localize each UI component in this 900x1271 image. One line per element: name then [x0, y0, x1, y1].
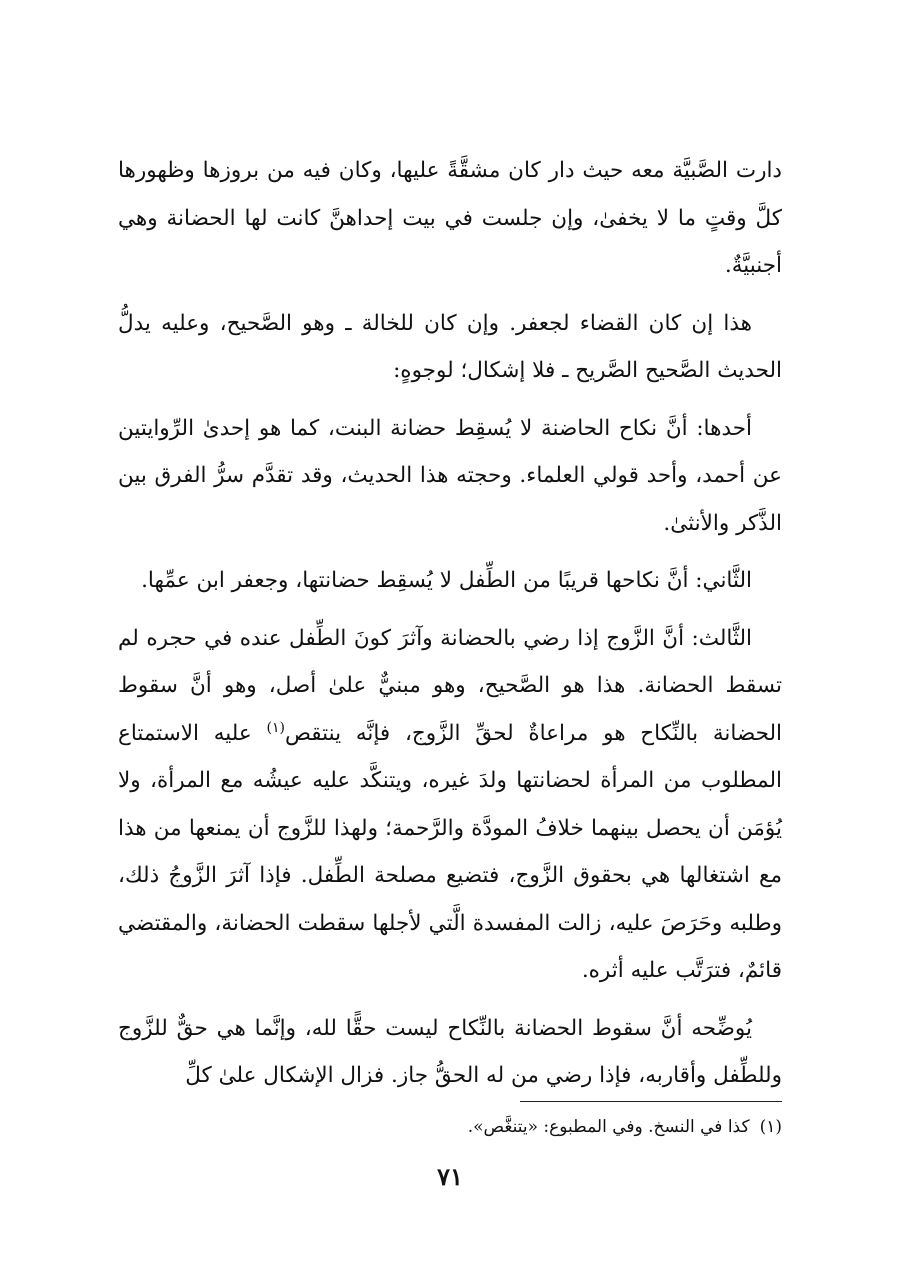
footnote-reference[interactable]: (١) [266, 719, 285, 736]
paragraph-4: الثَّاني: أنَّ نكاحها قريبًا من الطِّفل لا يُسقِط حضانتها، وجعفر ابن عمِّها. [141, 568, 752, 593]
footnote-number: (١) [759, 1117, 782, 1137]
footnote-text: كذا في النسخ. وفي المطبوع: «يتنغَّص». [467, 1117, 750, 1137]
paragraph-5-after-ref: عليه الاستمتاع المطلوب من المرأة لحضانتها ولدَ غيره، ويتنكَّد عليه عيشُه مع المرأة، ولا يُؤمَن أن يحصل بينهما خلافُ المودَّة والرَّحمة؛ ولهذا للزَّوج أن يمنعها من هذا مع اشتغالها هي بحقوق الزَّوج، فتضيع مصلحة الطِّفل. فإذا آثرَ الزَّوجُ ذلك، وطلبه وحَرَصَ عليه، زالت المفسدة الَّتي لأجلها سقطت الحضانة، والمقتضي قائمٌ، فترَتَّب عليه أثره. [118, 720, 782, 983]
footnote-divider [520, 1101, 782, 1102]
footnote [118, 1112, 782, 1142]
paragraph-2: هذا إن كان القضاء لجعفر. وإن كان للخالة ـ وهو الصَّحيح، وعليه يدلُّ الحديث الصَّحيح الصَّريح ـ فلا إشكال؛ لوجوهٍ: [118, 310, 782, 383]
page-body [118, 147, 782, 1110]
paragraph-6: يُوضِّحه أنَّ سقوط الحضانة بالنِّكاح ليست حقًّا لله، وإنَّما هي حقٌّ للزَّوج وللطِّفل وأقاربه، فإذا رضي من له الحقُّ جاز. فزال الإشكال علىٰ كلِّ [118, 1015, 782, 1088]
paragraph-5-before-ref: الثَّالث: أنَّ الزَّوج إذا رضي بالحضانة وآثرَ كونَ الطِّفل عنده في حجره لم تسقط الحضانة. هذا هو الصَّحيح، وهو مبنيٌّ علىٰ أصل، وهو أنَّ سقوط الحضانة بالنِّكاح هو مراعاةٌ لحقِّ الزَّوج، فإنَّه ينتقص [118, 625, 782, 746]
paragraph-5 [118, 615, 782, 995]
page-number: ٧١ [437, 1162, 463, 1191]
paragraph-3: أحدها: أنَّ نكاح الحاضنة لا يُسقِط حضانة البنت، كما هو إحدىٰ الرِّوايتين عن أحمد، وأحد قولي العلماء. وحجته هذا الحديث، وقد تقدَّم سرُّ الفرق بين الذَّكر والأنثىٰ. [118, 415, 782, 536]
paragraph-1: دارت الصَّبيَّة معه حيث دار كان مشقَّةً عليها، وكان فيه من بروزها وظهورها كلَّ وقتٍ ما لا يخفىٰ، وإن جلست في بيت إحداهنَّ كانت لها الحضانة وهي أجنبيَّةٌ. [118, 158, 782, 278]
